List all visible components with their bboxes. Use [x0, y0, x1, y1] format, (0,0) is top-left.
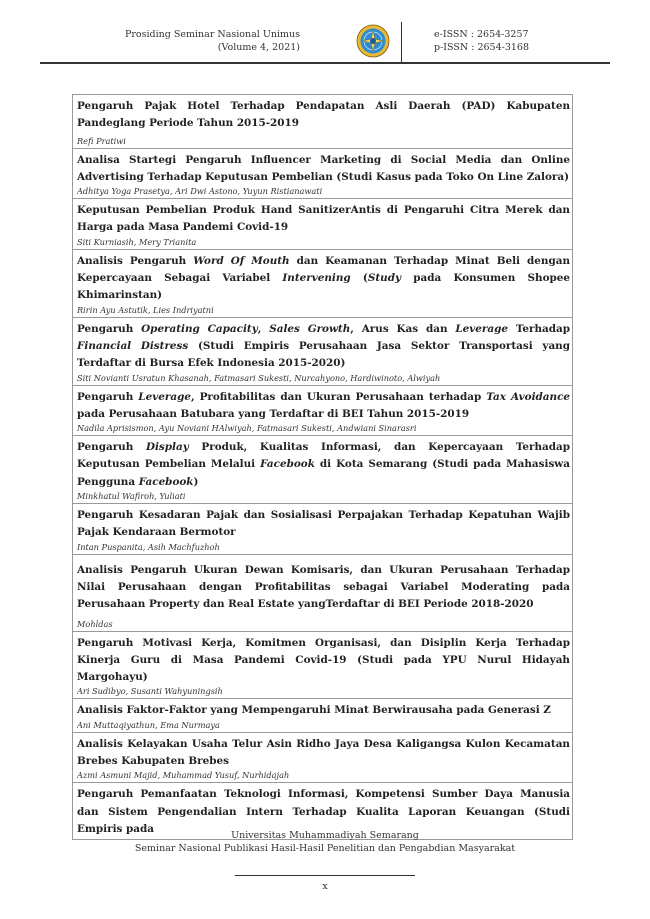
toc-entry: [72, 149, 573, 200]
entry-title: Analisis Pengaruh Ukuran Dewan Komisaris, dan Ukuran Perusahaan Terhadap Nilai Perusahaan dengan Profitabilitas sebagai Variabel Moderating pada Perusahaan Property dan Real Estate yangTerdaftar di BEI Periode 2018-2020: [77, 563, 570, 611]
title-segment: , Arus Kas dan: [350, 322, 456, 335]
toc-entry: [72, 699, 573, 732]
title-italic-segment: Leverage: [138, 390, 191, 403]
title-italic-segment: Intervening: [282, 272, 351, 285]
title-segment: ,: [257, 322, 270, 335]
entry-authors: Intan Puspanita, Asih Machfuzhoh: [77, 541, 220, 552]
page-number: x: [322, 881, 328, 892]
toc-entry: [72, 95, 573, 149]
entry-authors: Ani Muttaqiyathun, Ema Nurmaya: [77, 719, 220, 730]
title-segment: Produk, Kualitas Informasi, dan Kepercayaan Terhadap Keputusan Pembelian Melalui: [77, 441, 570, 471]
toc-entry: [72, 386, 573, 437]
header-eissn: e-ISSN : 2654-3257: [434, 29, 529, 40]
toc-entry: [72, 733, 573, 784]
title-italic-segment: Financial Distress: [77, 339, 189, 352]
entry-authors: Azmi Asmuni Majid, Muhammad Yusuf, Nurhidajah: [77, 770, 290, 781]
header-volume: (Volume 4, 2021): [217, 42, 300, 53]
title-italic-segment: Display: [145, 441, 189, 454]
entry-title: Analisa Startegi Pengaruh Influencer Marketing di Social Media dan Online Advertising Terhadap Keputusan Pembelian (Studi Kasus pada Toko On Line Zalora): [77, 153, 570, 183]
title-italic-segment: Sales Growth: [269, 322, 351, 335]
entry-title: [77, 389, 570, 424]
title-italic-segment: Study: [367, 272, 402, 285]
entry-authors: Mohldas: [77, 618, 113, 629]
header-rule: [40, 62, 610, 64]
header-proceedings-title: Prosiding Seminar Nasional Unimus: [124, 29, 300, 40]
title-segment: pada Konsumen Shopee Khimarinstan): [77, 272, 570, 302]
title-italic-segment: Tax Avoidance: [486, 390, 571, 403]
title-segment: , Profitabilitas dan Ukuran Perusahaan terhadap: [190, 390, 487, 403]
title-segment: Analisis Pengaruh: [77, 254, 194, 267]
entry-title: Pengaruh Motivasi Kerja, Komitmen Organisasi, dan Disiplin Kerja Terhadap Kinerja Guru di Masa Pandemi Covid-19 (Studi pada YPU Nurul Hidayah Margohayu): [77, 636, 570, 684]
toc-entry: [72, 504, 573, 555]
university-seal-icon: [356, 24, 390, 58]
footer-rule: [235, 875, 415, 876]
entry-authors: Siti Novianti Usratun Khasanah, Fatmasari Sukesti, Nurcahyono, Hardiwinoto, Alwiyah: [77, 372, 441, 383]
toc-entry: [72, 436, 573, 504]
page-header: [40, 22, 610, 62]
entry-title: [77, 321, 570, 373]
header-pissn: p-ISSN : 2654-3168: [434, 42, 530, 53]
header-proceedings-info: [125, 28, 300, 54]
title-segment: ): [193, 475, 199, 488]
entry-title: Analisis Kelayakan Usaha Telur Asin Ridho Jaya Desa Kaligangsa Kulon Kecamatan Brebes Kabupaten Brebes: [77, 737, 570, 768]
title-italic-segment: Facebook: [138, 475, 194, 488]
title-segment: dan Keamanan Terhadap Minat Beli dengan Kepercayaan Sebagai Variabel: [77, 254, 571, 285]
entry-title: Pengaruh Pajak Hotel Terhadap Pendapatan Asli Daerah (PAD) Kabupaten Pandeglang Periode Tahun 2015-2019: [77, 100, 570, 130]
title-segment: (: [350, 272, 368, 285]
entry-authors: Adhitya Yoga Prasetya, Ari Dwi Astono, Yuyun Ristianawati: [77, 186, 323, 197]
toc-entry: [72, 632, 573, 700]
entry-authors: Siti Kurniasih, Mery Trianita: [77, 236, 197, 247]
entry-authors: Nadila Aprisismon, Ayu Noviani HAlwiyah, Fatmasari Sukesti, Andwiani Sinarasri: [77, 423, 417, 434]
entry-title: [77, 253, 570, 305]
footer-seminar: Seminar Nasional Publikasi Hasil-Hasil Penelitian dan Pengabdian Masyarakat: [134, 843, 516, 854]
header-divider: [401, 22, 402, 62]
entry-title: Analisis Faktor-Faktor yang Mempengaruhi Minat Berwirausaha pada Generasi Z: [77, 704, 551, 717]
entry-title: [77, 439, 570, 491]
title-italic-segment: Operating Capacity: [141, 322, 258, 335]
toc-entry: [72, 555, 573, 632]
toc-entry: [72, 318, 573, 386]
entry-title: Pengaruh Kesadaran Pajak dan Sosialisasi Perpajakan Terhadap Kepatuhan Wajib Pajak Kendaraan Bermotor: [77, 509, 570, 539]
entry-title: Pengaruh Pemanfaatan Teknologi Informasi, Kompetensi Sumber Daya Manusia dan Sistem Pengendalian Intern Terhadap Kualita Laporan Keuangan (Studi Empiris pada: [77, 788, 570, 835]
toc-entry: [72, 199, 573, 250]
title-segment: Pengaruh: [77, 322, 142, 335]
title-segment: (Studi Empiris Perusahaan Jasa Sektor Transportasi yang Terdaftar di Bursa Efek Indonesia 2015-2020): [77, 339, 570, 370]
title-segment: di Kota Semarang (Studi pada Mahasiswa Pengguna: [77, 458, 570, 488]
title-italic-segment: Facebook: [260, 458, 315, 471]
toc-entry: [72, 250, 573, 318]
entry-authors: Minkhatul Wafiroh, Yuliati: [77, 491, 186, 502]
title-segment: pada Perusahaan Batubara yang Terdaftar di BEI Tahun 2015-2019: [77, 407, 470, 420]
page-footer: [0, 829, 650, 855]
title-segment: Terhadap: [508, 322, 571, 335]
entry-authors: Refi Pratiwi: [77, 135, 126, 146]
header-issn-info: [434, 28, 529, 54]
entry-title: Keputusan Pembelian Produk Hand SanitizerAntis di Pengaruhi Citra Merek dan Harga pada Masa Pandemi Covid-19: [77, 204, 570, 234]
footer-university: Universitas Muhammadiyah Semarang: [231, 830, 419, 841]
entry-authors: Ari Sudibyo, Susanti Wahyuningsih: [77, 686, 223, 697]
title-italic-segment: Word Of Mouth: [193, 254, 290, 267]
table-of-contents: [72, 94, 573, 840]
title-italic-segment: Leverage: [455, 322, 508, 335]
entry-authors: Ririn Ayu Astutik, Lies Indriyatni: [77, 304, 214, 315]
title-segment: Pengaruh: [77, 390, 139, 403]
title-segment: Pengaruh: [77, 441, 146, 454]
